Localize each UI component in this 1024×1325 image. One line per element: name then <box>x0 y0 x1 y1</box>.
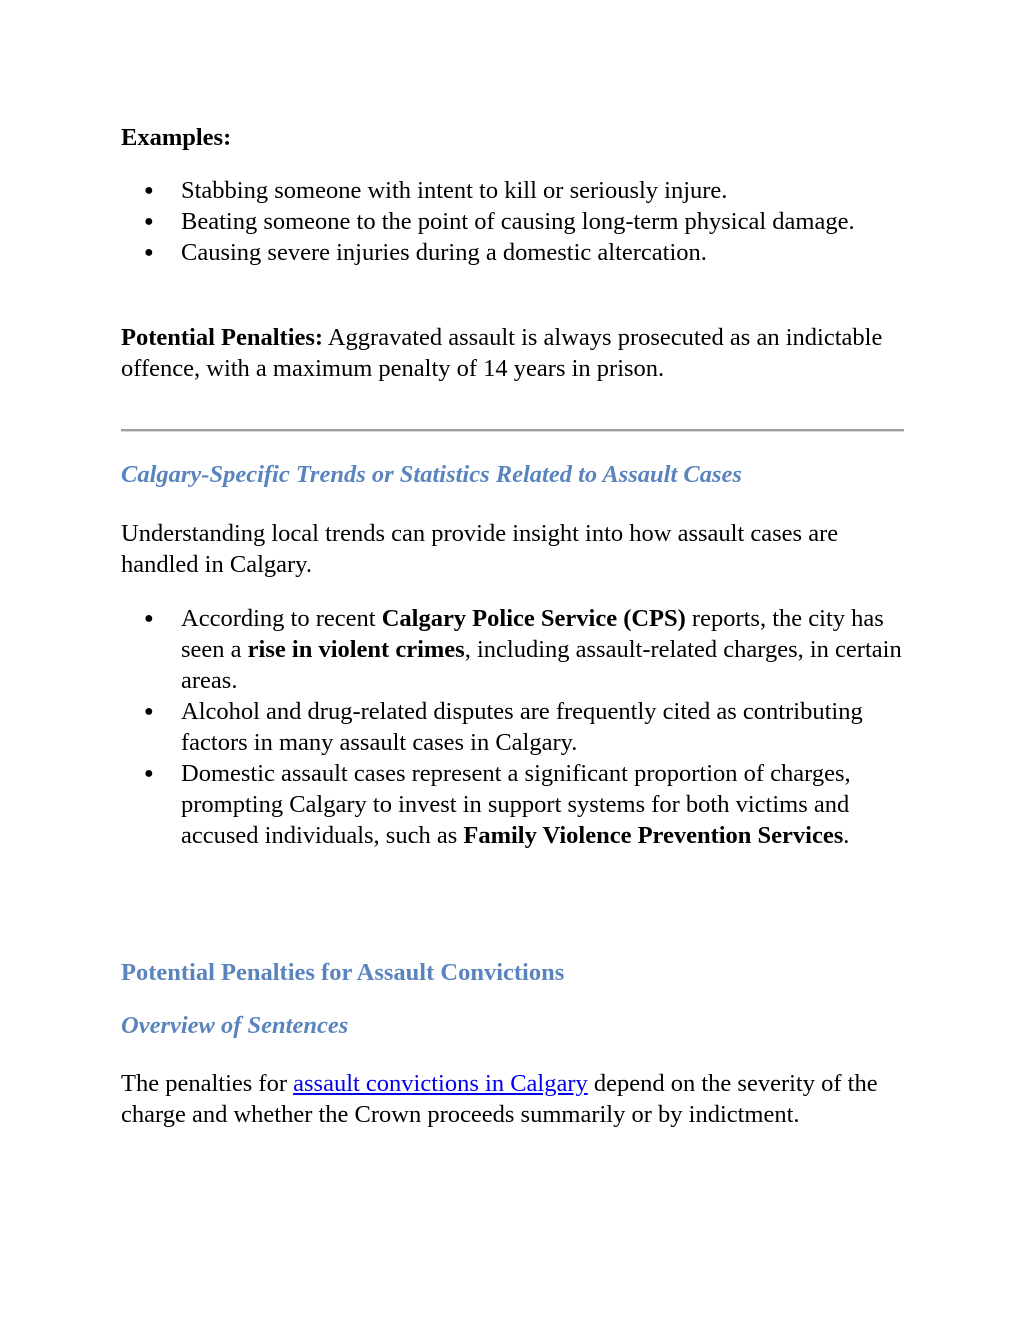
bullet-icon: ● <box>144 213 154 230</box>
emphasis-cps: Calgary Police Service (CPS) <box>381 605 686 632</box>
paragraph-text: depend on the severity of the charge and whether the Crown proceeds summarily or by indictment. <box>121 1070 878 1128</box>
penalties-paragraph <box>121 322 904 384</box>
emphasis-family-violence: Family Violence Prevention Services <box>463 822 844 849</box>
bullet-icon: ● <box>144 610 154 627</box>
calgary-trends-list <box>121 603 904 851</box>
bullet-icon: ● <box>144 765 154 782</box>
examples-heading: Examples: <box>121 124 232 151</box>
penalties-label: Potential Penalties: <box>121 324 324 351</box>
penalties-text: Aggravated assault is always prosecuted as an indictable offence, with a maximum penalty of 14 years in prison. <box>121 324 883 382</box>
list-item-text: Causing severe injuries during a domestic altercation. <box>181 239 707 266</box>
list-item-text: Alcohol and drug-related disputes are frequently cited as contributing factors in many assault cases in Calgary. <box>181 698 863 756</box>
list-item <box>121 175 904 206</box>
bullet-icon: ● <box>144 244 154 261</box>
list-item-text: , including assault-related charges, in certain areas. <box>181 636 902 694</box>
list-item-text: Beating someone to the point of causing long-term physical damage. <box>181 208 855 235</box>
list-item <box>121 206 904 237</box>
list-item <box>121 696 904 758</box>
assault-convictions-link[interactable]: assault convictions in Calgary <box>293 1070 588 1097</box>
subheading-overview-sentences: Overview of Sentences <box>121 1012 349 1039</box>
examples-list <box>121 175 904 268</box>
list-item-text: According to recent <box>181 605 382 632</box>
list-item <box>121 758 904 851</box>
horizontal-divider <box>121 429 904 432</box>
bullet-icon: ● <box>144 182 154 199</box>
paragraph-text: The penalties for <box>121 1070 294 1097</box>
emphasis-violent-crimes: rise in violent crimes <box>247 636 465 663</box>
list-item-text: Domestic assault cases represent a significant proportion of charges, prompting Calgary to invest in support systems for both victims and accused individuals, such as <box>181 760 851 849</box>
calgary-intro-paragraph: Understanding local trends can provide insight into how assault cases are handled in Calgary. <box>121 520 839 578</box>
list-item <box>121 603 904 696</box>
bullet-icon: ● <box>144 703 154 720</box>
list-item-text: reports, the city has seen a <box>181 605 884 663</box>
section-heading-potential-penalties: Potential Penalties for Assault Convictions <box>121 959 565 986</box>
list-item-text: . <box>843 822 850 849</box>
list-item-text: Stabbing someone with intent to kill or seriously injure. <box>181 177 728 204</box>
list-item <box>121 237 904 268</box>
section-heading-calgary-trends: Calgary-Specific Trends or Statistics Related to Assault Cases <box>121 461 742 488</box>
penalties-overview-paragraph <box>121 1068 904 1130</box>
